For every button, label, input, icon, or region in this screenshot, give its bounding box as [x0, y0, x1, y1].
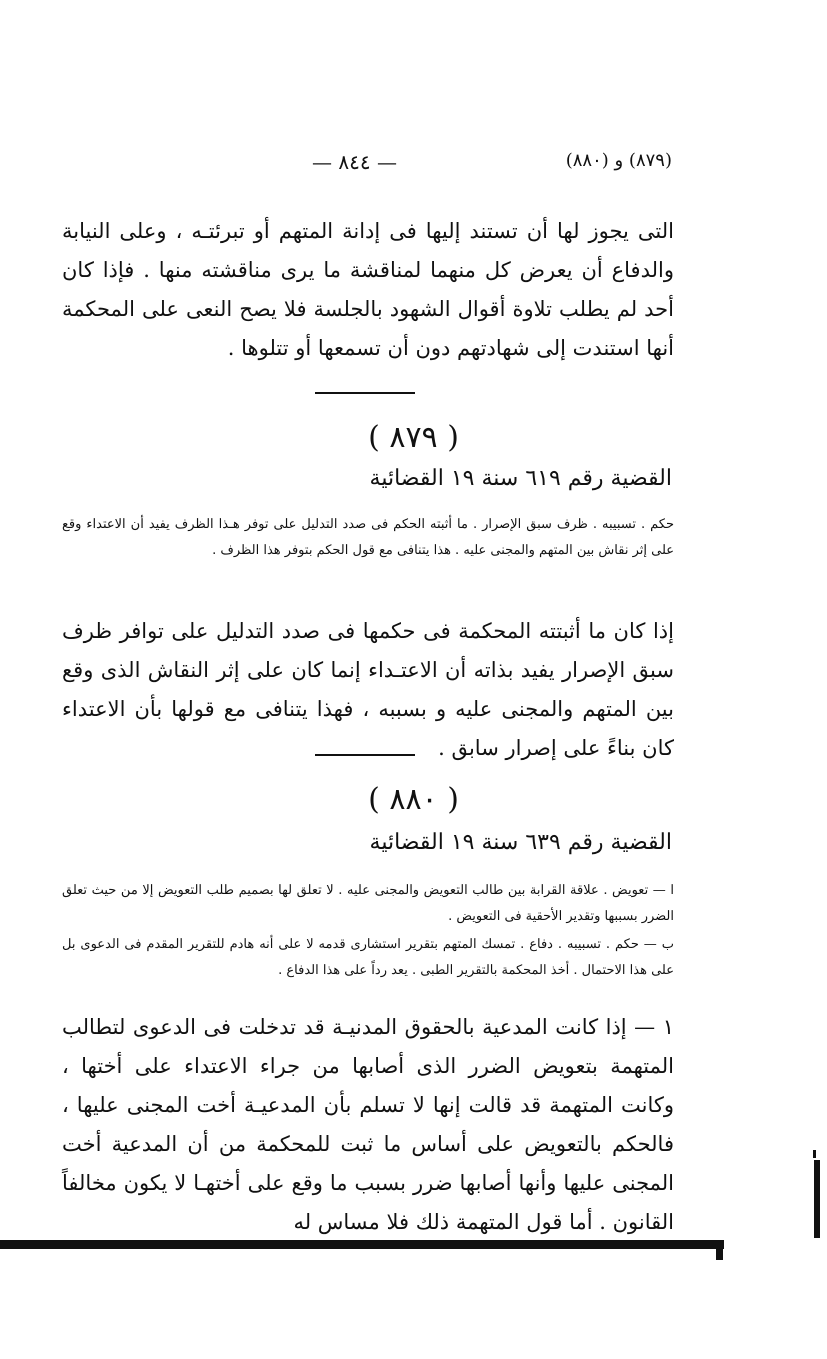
bottom-border-rule	[0, 1240, 724, 1249]
case-880-summary-a: ا — تعويض . علاقة القرابة بين طالب التعويض والمجنى عليه . لا تعلق لها بصميم طلب التعويض إلا من حيث تعلق الضرر بسببها وتقدير الأحقية فى التعويض .	[62, 883, 674, 924]
bottom-border-tick	[716, 1244, 723, 1260]
running-header-case-range: (٨٧٩) و (٨٨٠)	[565, 150, 672, 171]
case-880-number: ( ٨٨٠ )	[368, 782, 459, 817]
intro-paragraph: التى يجوز لها أن تستند إليها فى إدانة المتهم أو تبرئتـه ، وعلى النيابة والدفاع أن يعرض كل منهما لمناقشة ما يرى مناقشته منها . فإذا كان أحد لم يطلب تلاوة أقوال الشهود بالجلسة فلا يصح النعى على المحكمة أنها استندت إلى شهادتهم دون أن تسمعها أو تتلوها .	[62, 219, 674, 360]
case-879-number: ( ٨٧٩ )	[368, 420, 459, 455]
case-880-body: ١ — إذا كانت المدعية بالحقوق المدنيـة قد تدخلت فى الدعوى لتطالب المتهمة بتعويض الضرر الذى أصابها من جراء الاعتداء على أختها ، وكانت المتهمة قد قالت إنها لا تسلم بأن المدعيـة أخت المجنى عليها ، فالحكم بالتعويض على أساس ما ثبت للمحكمة من أن المدعية أخت المجنى عليها وأنها أصابها ضرر بسبب ما وقع على أختهـا لا يكون مخالفاً القانون . أما قول المتهمة ذلك فلا مساس له	[62, 1015, 674, 1234]
case-880-title: القضية رقم ٦٣٩ سنة ١٩ القضائية	[369, 830, 672, 855]
section-divider	[315, 754, 415, 756]
case-880-summary-b: ب — حكم . تسبيبه . دفاع . تمسك المتهم بتقرير استشارى قدمه لا على أنه هادم للتقرير المقدم فى الدعوى بل على هذا الاحتمال . أخذ المحكمة بالتقرير الطبى . يعد رداً على هذا الدفاع .	[62, 937, 674, 978]
case-879-body: إذا كان ما أثبتته المحكمة فى حكمها فى صدد التدليل على توافر ظرف سبق الإصرار يفيد بذاته أن الاعتـداء إنما كان على إثر النقاش الذى وقع بين المتهم والمجنى عليه و بسببه ، فهذا يتنافى مع قولها بأن الاعتداء كان بناءً على إصرار سابق .	[62, 619, 674, 760]
page-number: — ٨٤٤ —	[312, 150, 397, 174]
section-divider	[315, 392, 415, 394]
margin-mark	[814, 1160, 820, 1238]
case-879-summary: حكم . تسبيبه . ظرف سبق الإصرار . ما أثبته الحكم فى صدد التدليل على توفر هـذا الظرف يفيد أن الاعتداء وقع على إثر نقاش بين المتهم والمجنى عليه . هذا يتنافى مع قول الحكم بتوفر هذا الظرف .	[62, 517, 674, 558]
case-879-title: القضية رقم ٦١٩ سنة ١٩ القضائية	[369, 466, 672, 491]
margin-mark-top	[813, 1150, 816, 1158]
